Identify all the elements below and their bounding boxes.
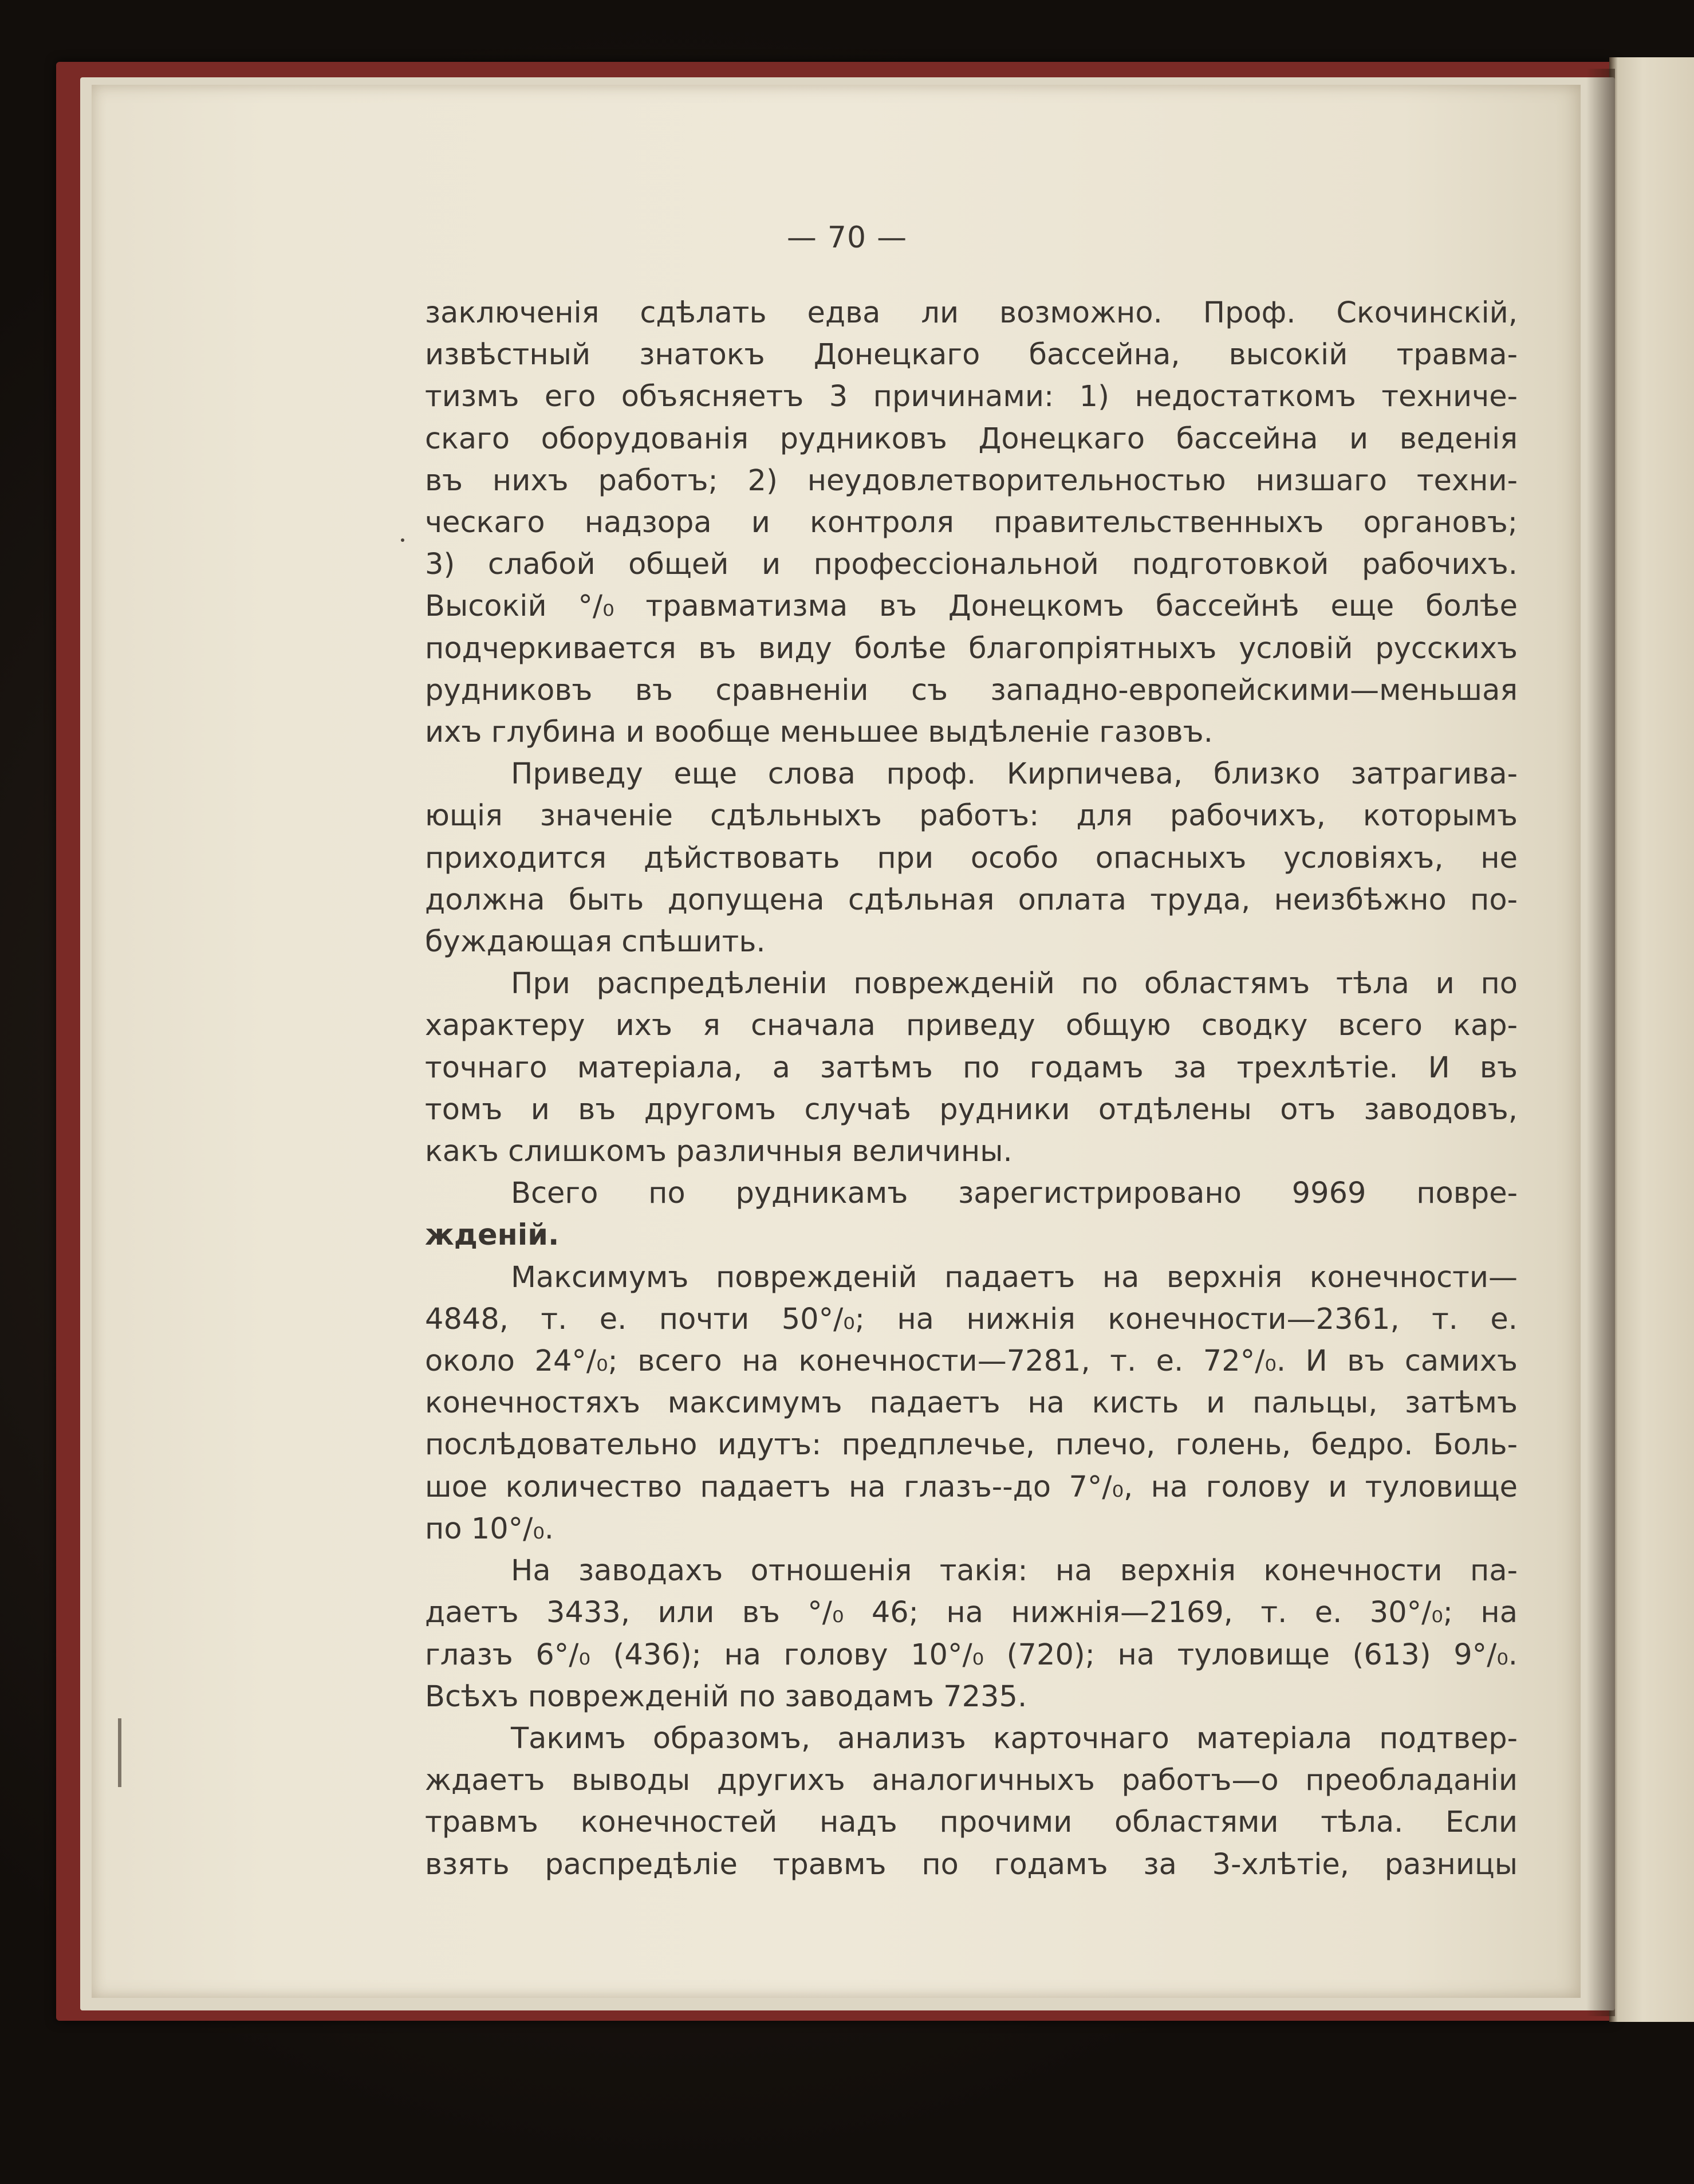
text-line: характеру ихъ я сначала приведу общую сводку всего кар-: [425, 1009, 1518, 1043]
dash-right: —: [877, 221, 908, 255]
text-line: 3) слабой общей и профессіональной подготовкой рабочихъ.: [425, 548, 1518, 582]
text-line: травмъ конечностей надъ прочими областями тѣла. Если: [425, 1805, 1518, 1840]
text-line: рудниковъ въ сравненіи съ западно-европейскими—меньшая: [425, 673, 1518, 707]
text-line: конечностяхъ максимумъ падаетъ на кисть и пальцы, затѣмъ: [425, 1386, 1518, 1420]
text-line: Максимумъ поврежденій падаетъ на верхнія конечности—: [511, 1260, 1518, 1294]
text-line: какъ слишкомъ различныя величины.: [425, 1135, 1013, 1169]
text-line: Всего по рудникамъ зарегистрировано 9969 повре-: [511, 1176, 1518, 1211]
text-line: Приведу еще слова проф. Кирпичева, близко затрагива-: [511, 757, 1518, 792]
text-line: извѣстный знатокъ Донецкаго бассейна, высокій травма-: [425, 338, 1518, 372]
text-line: При распредѣленіи поврежденій по областямъ тѣла и по: [511, 967, 1518, 1001]
text-line: Такимъ образомъ, анализъ карточнаго матеріала подтвер-: [511, 1721, 1518, 1756]
facing-page-edge: [1609, 57, 1694, 2022]
text-line: въ нихъ работъ; 2) неудовлетворительностью низшаго техни-: [425, 463, 1518, 498]
margin-mark: [118, 1718, 121, 1787]
dash-left: —: [786, 221, 817, 255]
text-line: ждаетъ выводы другихъ аналогичныхъ работъ—о преобладаніи: [425, 1764, 1518, 1798]
body-text: [425, 292, 1518, 1886]
text-line: томъ и въ другомъ случаѣ рудники отдѣлены отъ заводовъ,: [425, 1092, 1518, 1127]
text-line: подчеркивается въ виду болѣе благопріятныхъ условій русскихъ: [425, 631, 1518, 666]
text-line: послѣдовательно идутъ: предплечье, плечо, голень, бедро. Боль-: [425, 1428, 1518, 1462]
text-line: ческаго надзора и контроля правительственныхъ органовъ;: [425, 506, 1518, 540]
text-line: должна быть допущена сдѣльная оплата труда, неизбѣжно по-: [425, 883, 1518, 917]
text-line: Всѣхъ поврежденій по заводамъ 7235.: [425, 1679, 1027, 1714]
text-line: взять распредѣліе травмъ по годамъ за 3-хлѣтіе, разницы: [425, 1847, 1518, 1882]
text-line: На заводахъ отношенія такія: на верхнія конечности па-: [511, 1554, 1518, 1588]
text-line: буждающая спѣшить.: [425, 925, 766, 959]
text-line: приходится дѣйствовать при особо опасныхъ условіяхъ, не: [425, 841, 1518, 875]
text-line: около 24°/₀; всего на конечности—7281, т. е. 72°/₀. И въ самихъ: [425, 1344, 1518, 1379]
text-line: даетъ 3433, или въ °/₀ 46; на нижнія—2169, т. е. 30°/₀; на: [425, 1596, 1518, 1630]
text-line: точнаго матеріала, а затѣмъ по годамъ за трехлѣтіе. И въ: [425, 1050, 1518, 1085]
text-line: 4848, т. е. почти 50°/₀; на нижнія конечности—2361, т. е.: [425, 1302, 1518, 1336]
text-line: ихъ глубина и вообще меньшее выдѣленіе газовъ.: [425, 715, 1213, 750]
text-line: шое количество падаетъ на глазъ--до 7°/₀, на голову и туловище: [425, 1470, 1518, 1504]
spine-shadow: [1586, 69, 1615, 2016]
text-line: заключенія сдѣлать едва ли возможно. Проф. Скочинскій,: [425, 296, 1518, 330]
text-line: тизмъ его объясняетъ 3 причинами: 1) недостаткомъ техниче-: [425, 380, 1518, 414]
page-number-header: [0, 221, 1694, 255]
text-line: по 10°/₀.: [425, 1512, 554, 1546]
text-line: глазъ 6°/₀ (436); на голову 10°/₀ (720); на туловище (613) 9°/₀.: [425, 1638, 1518, 1672]
text-line: скаго оборудованія рудниковъ Донецкаго бассейна и веденія: [425, 422, 1518, 456]
text-line: Высокій °/₀ травматизма въ Донецкомъ бассейнѣ еще болѣе: [425, 589, 1518, 624]
page-number: 70: [827, 221, 867, 255]
text-line: ющія значеніе сдѣльныхъ работъ: для рабочихъ, которымъ: [425, 799, 1518, 833]
margin-dot: [401, 538, 404, 542]
text-line: жденій.: [425, 1218, 560, 1253]
